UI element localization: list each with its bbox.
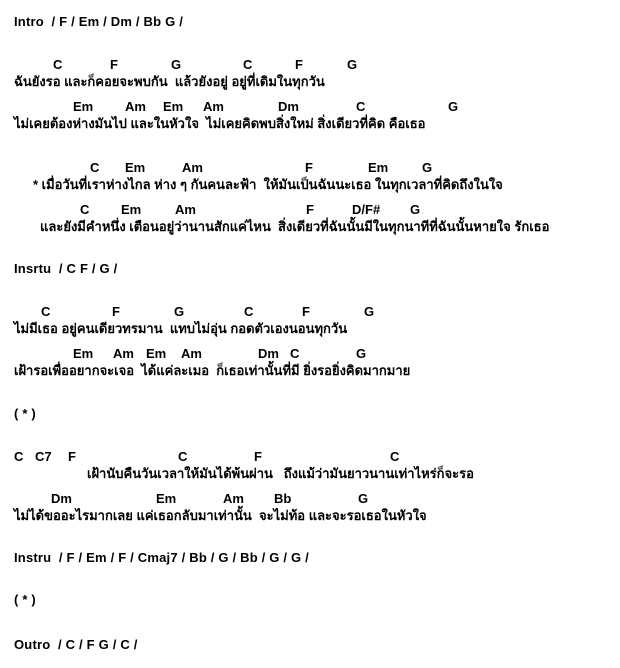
chord-label: G (410, 202, 421, 217)
chord-label: C (80, 202, 90, 217)
chord-label: F (112, 304, 120, 319)
chord-label: G (356, 346, 367, 361)
chord-label: Dm (278, 99, 299, 114)
chord-label: C (290, 346, 300, 361)
section-label-line: ( * ) (14, 592, 36, 607)
chord-label: C (90, 160, 100, 175)
chord-label: F (306, 202, 314, 217)
section-label-line: Insrtu / C F / G / (14, 261, 118, 276)
chord-label: G (364, 304, 375, 319)
chord-label: Am (181, 346, 202, 361)
chord-label: Em (368, 160, 389, 175)
chord-label: F (295, 57, 303, 72)
chord-label: F (254, 449, 262, 464)
chord-label: C (53, 57, 63, 72)
chord-line (0, 202, 620, 218)
chord-label: Am (113, 346, 134, 361)
chord-label: C (41, 304, 51, 319)
chord-label: G (358, 491, 369, 506)
chord-label: Bb (274, 491, 292, 506)
chord-label: F (305, 160, 313, 175)
lyric-line: เฝ้ารอเพื่ออยากจะเจอ ได้แค่ละเมอ ก็เธอเท่านั้นที่มี ยิ่งรอยิ่งคิดมากมาย (14, 363, 411, 378)
chord-label: C (244, 304, 254, 319)
chord-line (0, 57, 620, 73)
section-label-line: Outro / C / F G / C / (14, 637, 138, 652)
chord-label: C (14, 449, 24, 464)
lyric-line: และยังมีคำหนึ่ง เตือนอยู่ว่านานสักแค่ไหน สิ่งเดียวที่ฉันนั้นมีในทุกนาทีที่ฉันนั้นหายใจ รักเธอ (40, 219, 550, 234)
chord-label: D/F# (352, 202, 381, 217)
section-label-line: Intro / F / Em / Dm / Bb G / (14, 14, 184, 29)
chord-line (0, 449, 620, 465)
chord-label: F (68, 449, 76, 464)
section-label-line: ( * ) (14, 406, 36, 421)
chord-label: G (347, 57, 358, 72)
lyric-line: ไม่มีเธอ อยู่คนเดียวทรมาน แทบไม่อุ่น กอดตัวเองนอนทุกวัน (14, 321, 348, 336)
chord-line (0, 304, 620, 320)
chord-label: Em (121, 202, 142, 217)
chord-label: Dm (258, 346, 279, 361)
chord-label: Em (73, 99, 94, 114)
chord-label: Am (125, 99, 146, 114)
lyric-line: ไม่เคยต้องห่างมันไป และในหัวใจ ไม่เคยคิดพบสิ่งใหม่ สิ่งเดียวที่คิด คือเธอ (14, 116, 426, 131)
chord-label: F (110, 57, 118, 72)
chord-label: G (448, 99, 459, 114)
section-label-line: Instru / F / Em / F / Cmaj7 / Bb / G / Bb / G / G / (14, 550, 309, 565)
chord-label: Em (156, 491, 177, 506)
chord-line (0, 160, 620, 176)
lyric-line: เฝ้านับคืนวันเวลาให้มันได้พ้นผ่าน ถึงแม้ว่ามันยาวนานเท่าไหร่ก็จะรอ (87, 466, 474, 481)
chord-label: Em (125, 160, 146, 175)
chord-label: G (171, 57, 182, 72)
chord-line (0, 346, 620, 362)
lyric-line: ไม่ได้ขออะไรมากเลย แค่เธอกลับมาเท่านั้น จะไม่ท้อ และจะรอเธอในหัวใจ (14, 508, 427, 523)
chord-label: F (302, 304, 310, 319)
chord-label: C7 (35, 449, 52, 464)
lyric-line: ฉันยังรอ และก็คอยจะพบกัน แล้วยังอยู่ อยู่ที่เดิมในทุกวัน (14, 74, 325, 89)
chord-label: C (356, 99, 366, 114)
chord-label: Em (163, 99, 184, 114)
chord-label: Em (73, 346, 94, 361)
chord-label: Am (175, 202, 196, 217)
chord-label: C (390, 449, 400, 464)
chord-label: Am (223, 491, 244, 506)
chord-label: Dm (51, 491, 72, 506)
chord-line (0, 491, 620, 507)
lyric-line: * เมื่อวันที่เราห่างไกล ห่าง ๆ กันคนละฟ้า ให้มันเป็นฉันนะเธอ ในทุกเวลาที่คิดถึงในใจ (33, 177, 503, 192)
chord-label: C (243, 57, 253, 72)
chord-label: Am (203, 99, 224, 114)
chord-label: Am (182, 160, 203, 175)
chord-label: G (422, 160, 433, 175)
chord-label: Em (146, 346, 167, 361)
chord-label: C (178, 449, 188, 464)
chord-label: G (174, 304, 185, 319)
chord-line (0, 99, 620, 115)
